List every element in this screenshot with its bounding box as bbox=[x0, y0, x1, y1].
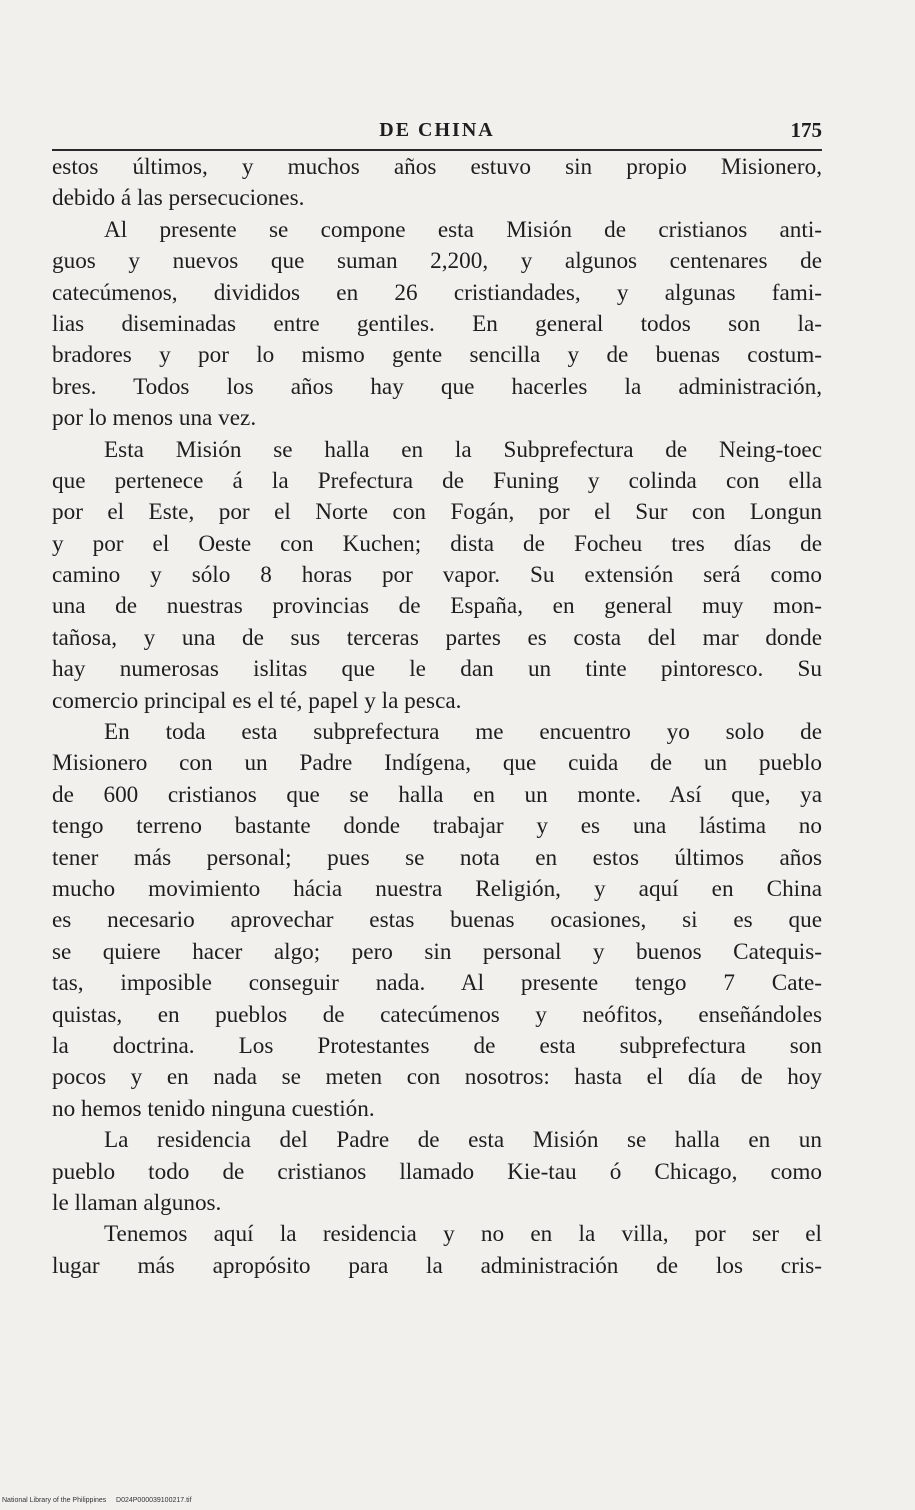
footer-source: National Library of the Philippines bbox=[2, 1497, 107, 1504]
text-line: no hemos tenido ninguna cuestión. bbox=[52, 1095, 375, 1122]
text-line: pocos y en nada se meten con nosotros: hasta el día de hoy bbox=[52, 1064, 822, 1091]
text-line: Misionero con un Padre Indígena, que cuida de un pueblo bbox=[52, 750, 822, 777]
text-line: de 600 cristianos que se halla en un monte. Así que, ya bbox=[52, 781, 822, 808]
text-line: Tenemos aquí la residencia y no en la villa, por ser el bbox=[104, 1221, 822, 1248]
text-line: y por el Oeste con Kuchen; dista de Focheu tres días de bbox=[52, 530, 822, 557]
text-line: es necesario aprovechar estas buenas ocasiones, si es que bbox=[52, 907, 822, 934]
text-line: pueblo todo de cristianos llamado Kie-tau ó Chicago, como bbox=[52, 1158, 822, 1185]
text-line: Al presente se compone esta Misión de cristianos anti- bbox=[104, 216, 822, 243]
text-line: Esta Misión se halla en la Subprefectura de Neing-toec bbox=[104, 436, 822, 463]
scan-footer bbox=[2, 1497, 192, 1504]
text-line: catecúmenos, divididos en 26 cristiandades, y algunas fami- bbox=[52, 279, 822, 306]
text-line: guos y nuevos que suman 2,200, y algunos centenares de bbox=[52, 248, 822, 275]
page-header bbox=[52, 113, 822, 151]
footer-code: D024P000039100217.tif bbox=[116, 1497, 192, 1504]
text-line: quistas, en pueblos de catecúmenos y neófitos, enseñándoles bbox=[52, 1001, 822, 1028]
text-line: que pertenece á la Prefectura de Funing y colinda con ella bbox=[52, 467, 822, 494]
text-line: En toda esta subprefectura me encuentro yo solo de bbox=[104, 719, 822, 746]
text-line: lugar más apropósito para la administración de los cris- bbox=[52, 1252, 822, 1279]
text-line: debido á las persecuciones. bbox=[52, 185, 305, 212]
text-line: tener más personal; pues se nota en estos últimos años bbox=[52, 844, 822, 871]
text-line: lias diseminadas entre gentiles. En general todos son la- bbox=[52, 310, 822, 337]
text-line: la doctrina. Los Protestantes de esta subprefectura son bbox=[52, 1032, 822, 1059]
text-line: hay numerosas islitas que le dan un tinte pintoresco. Su bbox=[52, 656, 822, 683]
page-number: 175 bbox=[790, 118, 822, 142]
running-title: DE CHINA bbox=[379, 119, 495, 141]
body-text bbox=[52, 152, 822, 1282]
text-line: mucho movimiento hácia nuestra Religión, y aquí en China bbox=[52, 875, 822, 902]
text-line: por lo menos una vez. bbox=[52, 405, 257, 432]
text-line: tañosa, y una de sus terceras partes es costa del mar donde bbox=[52, 624, 822, 651]
text-line: estos últimos, y muchos años estuvo sin propio Misionero, bbox=[52, 154, 822, 180]
text-line: La residencia del Padre de esta Misión se halla en un bbox=[104, 1127, 822, 1154]
text-line: una de nuestras provincias de España, en general muy mon- bbox=[52, 593, 822, 620]
text-line: por el Este, por el Norte con Fogán, por el Sur con Longun bbox=[52, 499, 822, 526]
text-line: se quiere hacer algo; pero sin personal y buenos Catequis- bbox=[52, 938, 822, 965]
text-line: bradores y por lo mismo gente sencilla y de buenas costum- bbox=[52, 342, 822, 369]
text-line: tengo terreno bastante donde trabajar y es una lástima no bbox=[52, 813, 822, 840]
text-line: le llaman algunos. bbox=[52, 1189, 222, 1216]
text-line: bres. Todos los años hay que hacerles la administración, bbox=[52, 373, 822, 400]
text-line: camino y sólo 8 horas por vapor. Su extensión será como bbox=[52, 562, 822, 589]
text-line: tas, imposible conseguir nada. Al presente tengo 7 Cate- bbox=[52, 970, 822, 997]
text-line: comercio principal es el té, papel y la pesca. bbox=[52, 687, 462, 714]
